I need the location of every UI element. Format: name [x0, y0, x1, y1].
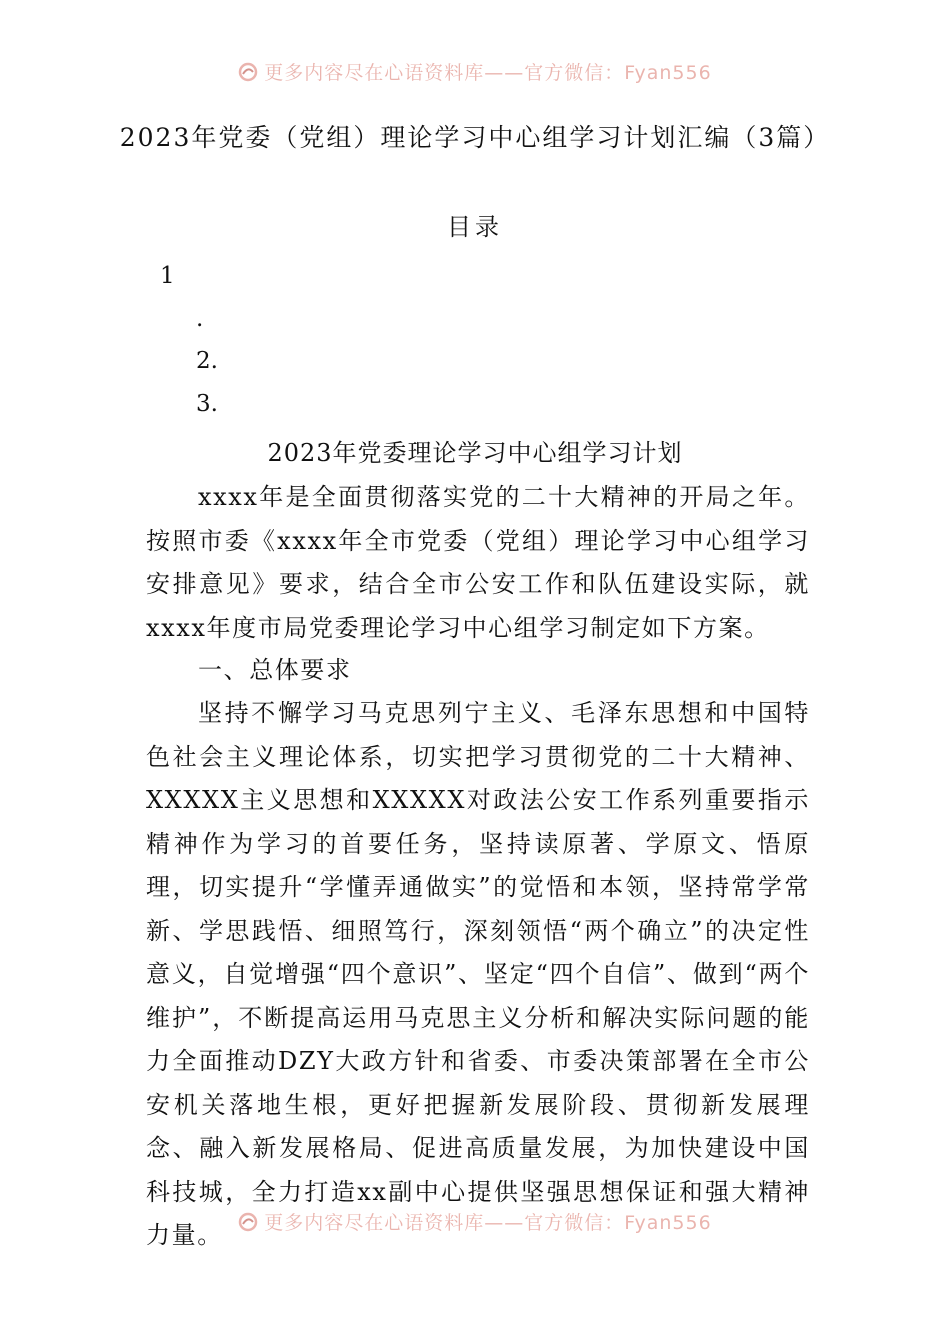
toc-heading: 目录 — [447, 213, 503, 241]
watermark-text: 更多内容尽在心语资料库——官方微信：Fyan556 — [264, 1212, 712, 1234]
watermark-bottom — [0, 1208, 950, 1235]
toc-item-dot: . — [196, 306, 204, 332]
document-title: 2023年党委（党组）理论学习中心组学习计划汇编（3篇） — [119, 123, 831, 152]
section-heading-general-requirements: 一、总体要求 — [198, 656, 352, 684]
toc-item-3: 3. — [196, 391, 218, 417]
intro-paragraph: xxxx年是全面贯彻落实党的二十大精神的开局之年。按照市委《xxxx年全市党委（党组）理论学习中心组学习安排意见》要求，结合全市公安工作和队伍建设实际，就xxxx年度市局党委理论学习中心组学习制定如下方案。 — [146, 483, 810, 642]
toc-item-1: 1 — [160, 263, 175, 289]
watermark-logo-icon — [238, 1212, 258, 1232]
body-paragraph: 坚持不懈学习马克思列宁主义、毛泽东思想和中国特色社会主义理论体系，切实把学习贯彻党的二十大精神、XXXXX主义思想和XXXXX对政法公安工作系列重要指示精神作为学习的首要任务，坚持读原著、学原文、悟原理，切实提升“学懂弄通做实”的觉悟和本领，坚持常学常新、学思践悟、细照笃行，深刻领悟“两个确立”的决定性意义，自觉增强“四个意识”、坚定“四个自信”、做到“两个维护”，不断提高运用马克思主义分析和解决实际问题的能力全面推动DZY大政方针和省委、市委决策部署在全市公安机关落地生根，更好把握新发展阶段、贯彻新发展理念、融入新发展格局、促进高质量发展，为加快建设中国科技城，全力打造xx副中心提供坚强思想保证和强大精神力量。 — [146, 699, 810, 1249]
watermark-logo-icon — [238, 62, 258, 82]
watermark-text: 更多内容尽在心语资料库——官方微信：Fyan556 — [264, 62, 712, 84]
toc-item-2: 2. — [196, 348, 218, 374]
watermark-top — [0, 58, 950, 85]
section-title: 2023年党委理论学习中心组学习计划 — [267, 439, 683, 467]
